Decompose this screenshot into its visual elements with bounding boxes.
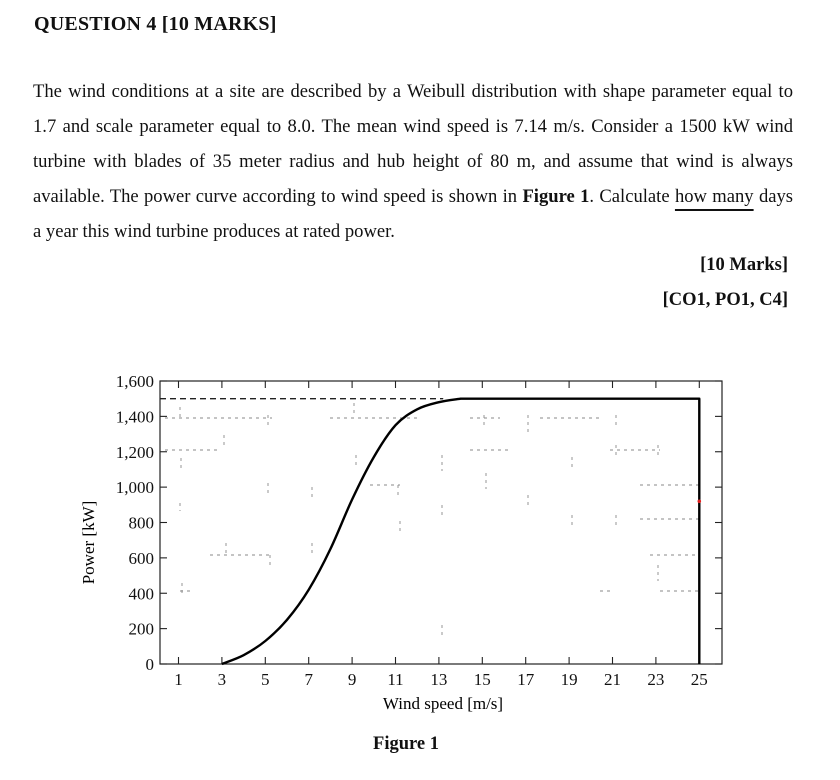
y-tick-label: 1,400 [115,407,154,427]
marks-label: [10 Marks] [700,255,788,275]
y-tick-label: 1,000 [115,478,154,498]
question-heading: QUESTION 4 [10 MARKS] [34,13,277,35]
x-tick-label: 17 [517,670,535,689]
x-tick-label: 11 [387,670,404,689]
x-tick-label: 9 [347,670,357,689]
underlined-phrase: how many [674,186,754,207]
plot-frame [160,381,722,664]
y-tick-label: 600 [128,548,154,568]
body-text-1: The wind conditions at a site are described by a Weibull distribution with shape parameter equal to 1.7 and scale parameter equal to 8.0. The mean wind speed is 7.14 m/s. Consider a 1500 kW wind turbine with blades of 35 meter radius and hub height of 80 m, and assume that wind is always available. The power curve according to wind speed is shown in [33,81,793,207]
y-tick-label: 0 [145,655,154,674]
question-body [33,74,793,249]
scan-noise [165,403,700,635]
figure-caption: Figure 1 [373,734,439,754]
y-axis-ticks [116,372,722,674]
x-tick-label: 25 [690,670,708,689]
x-axis-ticks [174,381,708,689]
y-tick-label: 800 [128,513,154,533]
x-tick-label: 7 [304,670,313,689]
x-tick-label: 3 [217,670,227,689]
x-tick-label: 13 [430,670,448,689]
x-tick-label: 23 [647,670,665,689]
x-axis-label: Wind speed [m/s] [382,694,504,713]
outcome-codes: [CO1, PO1, C4] [662,290,788,310]
y-tick-label: 1,600 [115,372,154,391]
power-curve-chart [0,355,812,725]
body-text-2: . Calculate [589,186,675,207]
x-tick-label: 5 [261,670,270,689]
body-text-3: days a year this wind turbine produces at rated power. [33,186,794,242]
y-axis-label: Power [kW] [79,500,98,585]
x-tick-label: 19 [560,670,578,689]
y-tick-label: 400 [128,584,154,604]
x-tick-label: 15 [473,670,491,689]
figure-reference: Figure 1 [522,186,590,207]
y-tick-label: 200 [128,619,154,639]
power-curve-line [222,399,699,664]
red-marker-dot [698,499,702,503]
x-tick-label: 21 [604,670,621,689]
y-tick-label: 1,200 [115,442,154,462]
x-tick-label: 1 [174,670,183,689]
